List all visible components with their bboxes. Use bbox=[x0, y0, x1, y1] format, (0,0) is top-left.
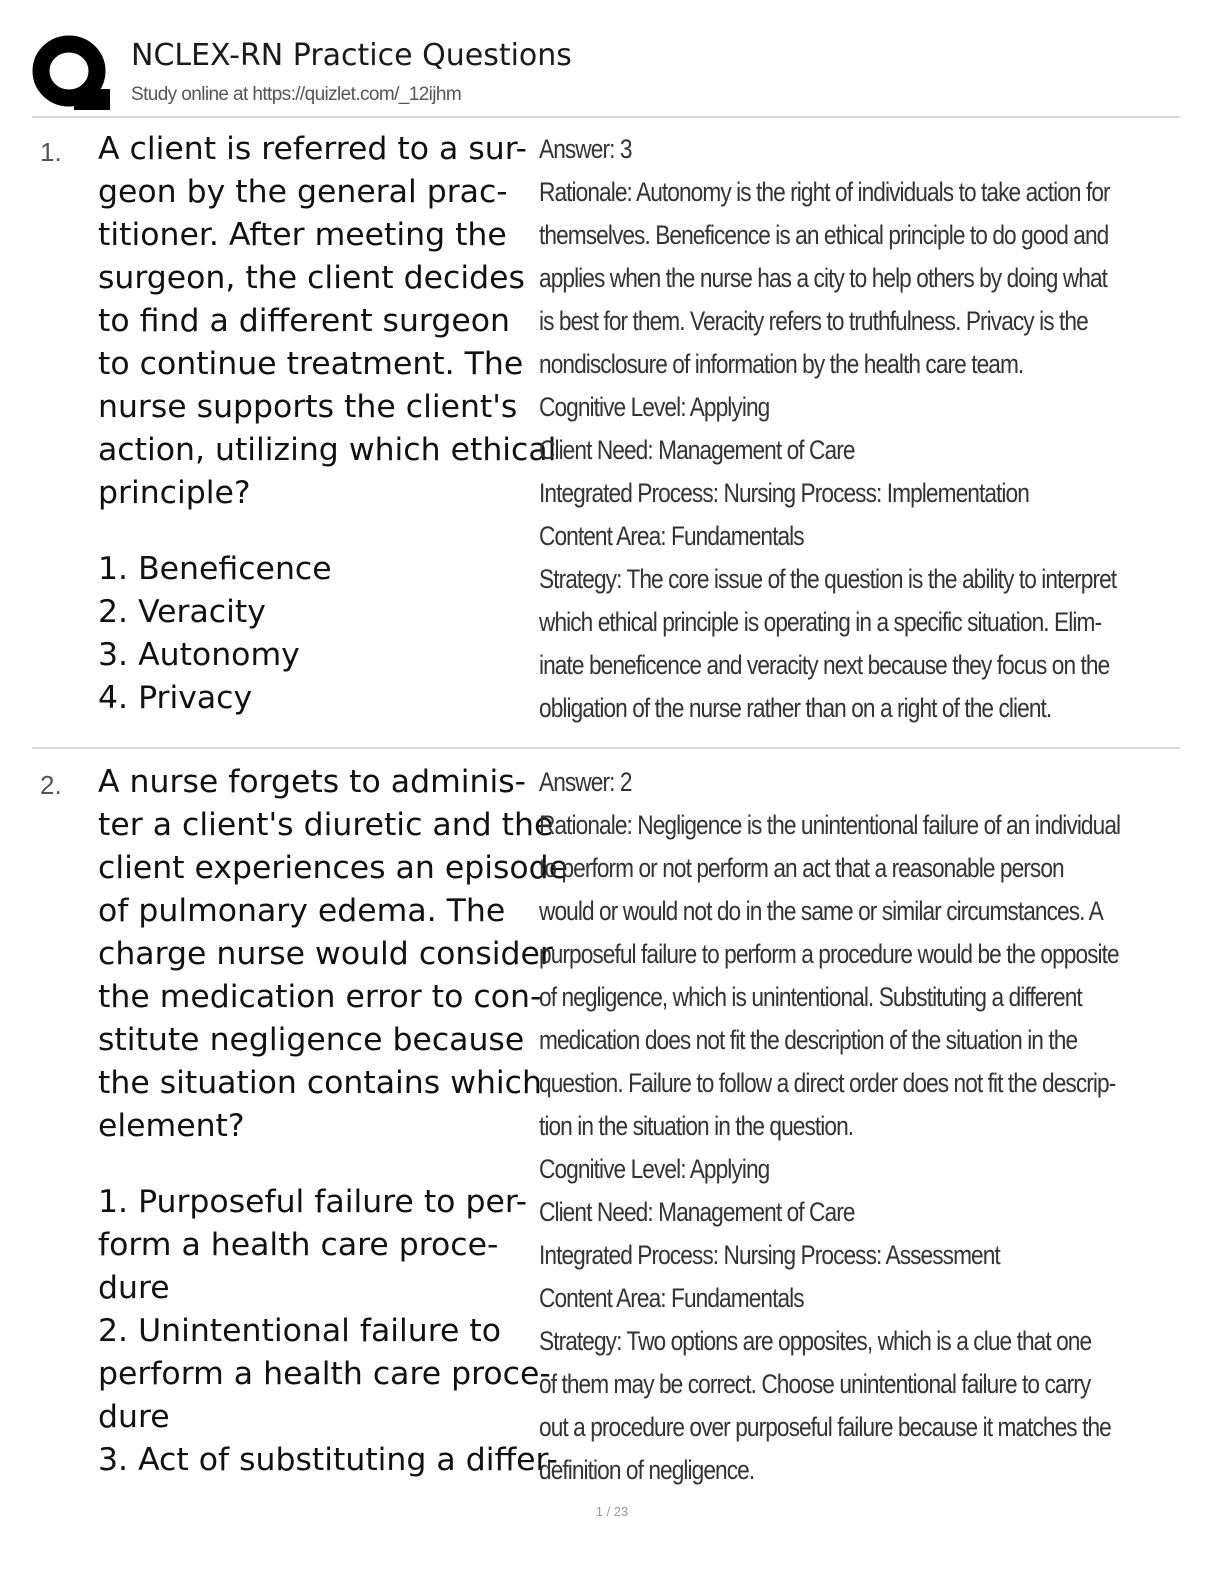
answer-line: definition of negligence. bbox=[539, 1455, 755, 1485]
question-line: titioner. After meeting the bbox=[98, 217, 507, 253]
answer-block bbox=[539, 761, 1179, 1492]
answer-line: question. Failure to follow a direct order does not fit the descrip- bbox=[539, 1068, 1116, 1098]
answer-line: applies when the nurse has a city to help others by doing what bbox=[539, 263, 1108, 293]
answer-line: Integrated Process: Nursing Process: Assessment bbox=[539, 1240, 1000, 1270]
card-divider bbox=[32, 747, 1180, 749]
answer-option: 1. Beneficence bbox=[98, 551, 332, 587]
answer-line: Cognitive Level: Applying bbox=[539, 392, 770, 422]
answer-line: tion in the situation in the question. bbox=[539, 1111, 854, 1141]
answer-option: 2. Unintentional failure to bbox=[98, 1313, 502, 1349]
answer-option: 2. Veracity bbox=[98, 594, 266, 630]
question-text bbox=[98, 761, 569, 1482]
answer-line: purposeful failure to perform a procedure would be the opposite bbox=[539, 939, 1119, 969]
answer-line: would or would not do in the same or similar circumstances. A bbox=[539, 896, 1103, 926]
answer-line: Answer: 2 bbox=[539, 767, 632, 797]
question-number: 2. bbox=[40, 770, 62, 800]
answer-line: Rationale: Autonomy is the right of individuals to take action for bbox=[539, 177, 1110, 207]
answer-line: is best for them. Veracity refers to truthfulness. Privacy is the bbox=[539, 306, 1088, 336]
question-line: principle? bbox=[98, 475, 251, 511]
quizlet-q-logo-icon bbox=[32, 33, 110, 111]
answer-line: inate beneficence and veracity next because they focus on the bbox=[539, 650, 1110, 680]
answer-option: dure bbox=[98, 1270, 170, 1306]
question-line: the situation contains which bbox=[98, 1065, 542, 1101]
answer-line: Client Need: Management of Care bbox=[539, 435, 855, 465]
answer-line: Strategy: Two options are opposites, which is a clue that one bbox=[539, 1326, 1092, 1356]
answer-line: Answer: 3 bbox=[539, 134, 632, 164]
answer-option: 1. Purposeful failure to per- bbox=[98, 1184, 528, 1220]
question-line: stitute negligence because bbox=[98, 1022, 525, 1058]
question-line: surgeon, the client decides bbox=[98, 260, 525, 296]
answer-option: 4. Privacy bbox=[98, 680, 253, 716]
answer-line: Content Area: Fundamentals bbox=[539, 1283, 804, 1313]
question-line: geon by the general prac- bbox=[98, 174, 508, 210]
header-divider bbox=[32, 116, 1180, 118]
question-line: nurse supports the client's bbox=[98, 389, 518, 425]
answer-line: Content Area: Fundamentals bbox=[539, 521, 804, 551]
question-text bbox=[98, 128, 557, 720]
answer-line: of them may be correct. Choose unintentional failure to carry bbox=[539, 1369, 1091, 1399]
answer-option: form a health care proce- bbox=[98, 1227, 499, 1263]
answer-option: 3. Autonomy bbox=[98, 637, 300, 673]
answer-line: to perform or not perform an act that a reasonable person bbox=[539, 853, 1064, 883]
answer-option: perform a health care proce- bbox=[98, 1356, 551, 1392]
answer-line: Client Need: Management of Care bbox=[539, 1197, 855, 1227]
question-line: A client is referred to a sur- bbox=[98, 131, 528, 167]
answer-line: obligation of the nurse rather than on a right of the client. bbox=[539, 693, 1052, 723]
question-line: to find a different surgeon bbox=[98, 303, 510, 339]
question-line: to continue treatment. The bbox=[98, 346, 524, 382]
answer-line: out a procedure over purposeful failure because it matches the bbox=[539, 1412, 1111, 1442]
answer-option: dure bbox=[98, 1399, 170, 1435]
study-online-link[interactable]: Study online at https://quizlet.com/_12ijhm bbox=[131, 84, 462, 105]
answer-line: medication does not fit the description of the situation in the bbox=[539, 1025, 1078, 1055]
answer-line: of negligence, which is unintentional. Substituting a different bbox=[539, 982, 1082, 1012]
answer-line: which ethical principle is operating in a specific situation. Elim- bbox=[539, 607, 1102, 637]
page-indicator: 1 / 23 bbox=[595, 1504, 629, 1519]
question-line: action, utilizing which ethical bbox=[98, 432, 557, 468]
answer-block bbox=[539, 128, 1179, 730]
question-line: client experiences an episode bbox=[98, 850, 569, 886]
answer-line: Cognitive Level: Applying bbox=[539, 1154, 770, 1184]
question-line: ter a client's diuretic and the bbox=[98, 807, 554, 843]
question-line: of pulmonary edema. The bbox=[98, 893, 506, 929]
question-line: A nurse forgets to adminis- bbox=[98, 764, 527, 800]
page-title: NCLEX-RN Practice Questions bbox=[131, 38, 572, 73]
answer-line: nondisclosure of information by the health care team. bbox=[539, 349, 1024, 379]
answer-line: Integrated Process: Nursing Process: Implementation bbox=[539, 478, 1029, 508]
answer-line: Rationale: Negligence is the unintentional failure of an individual bbox=[539, 810, 1121, 840]
question-line: charge nurse would consider bbox=[98, 936, 553, 972]
question-line: the medication error to con- bbox=[98, 979, 542, 1015]
answer-line: themselves. Beneficence is an ethical principle to do good and bbox=[539, 220, 1109, 250]
question-line: element? bbox=[98, 1108, 245, 1144]
answer-option: 3. Act of substituting a differ- bbox=[98, 1442, 558, 1478]
question-number: 1. bbox=[40, 137, 62, 167]
answer-line: Strategy: The core issue of the question is the ability to interpret bbox=[539, 564, 1117, 594]
